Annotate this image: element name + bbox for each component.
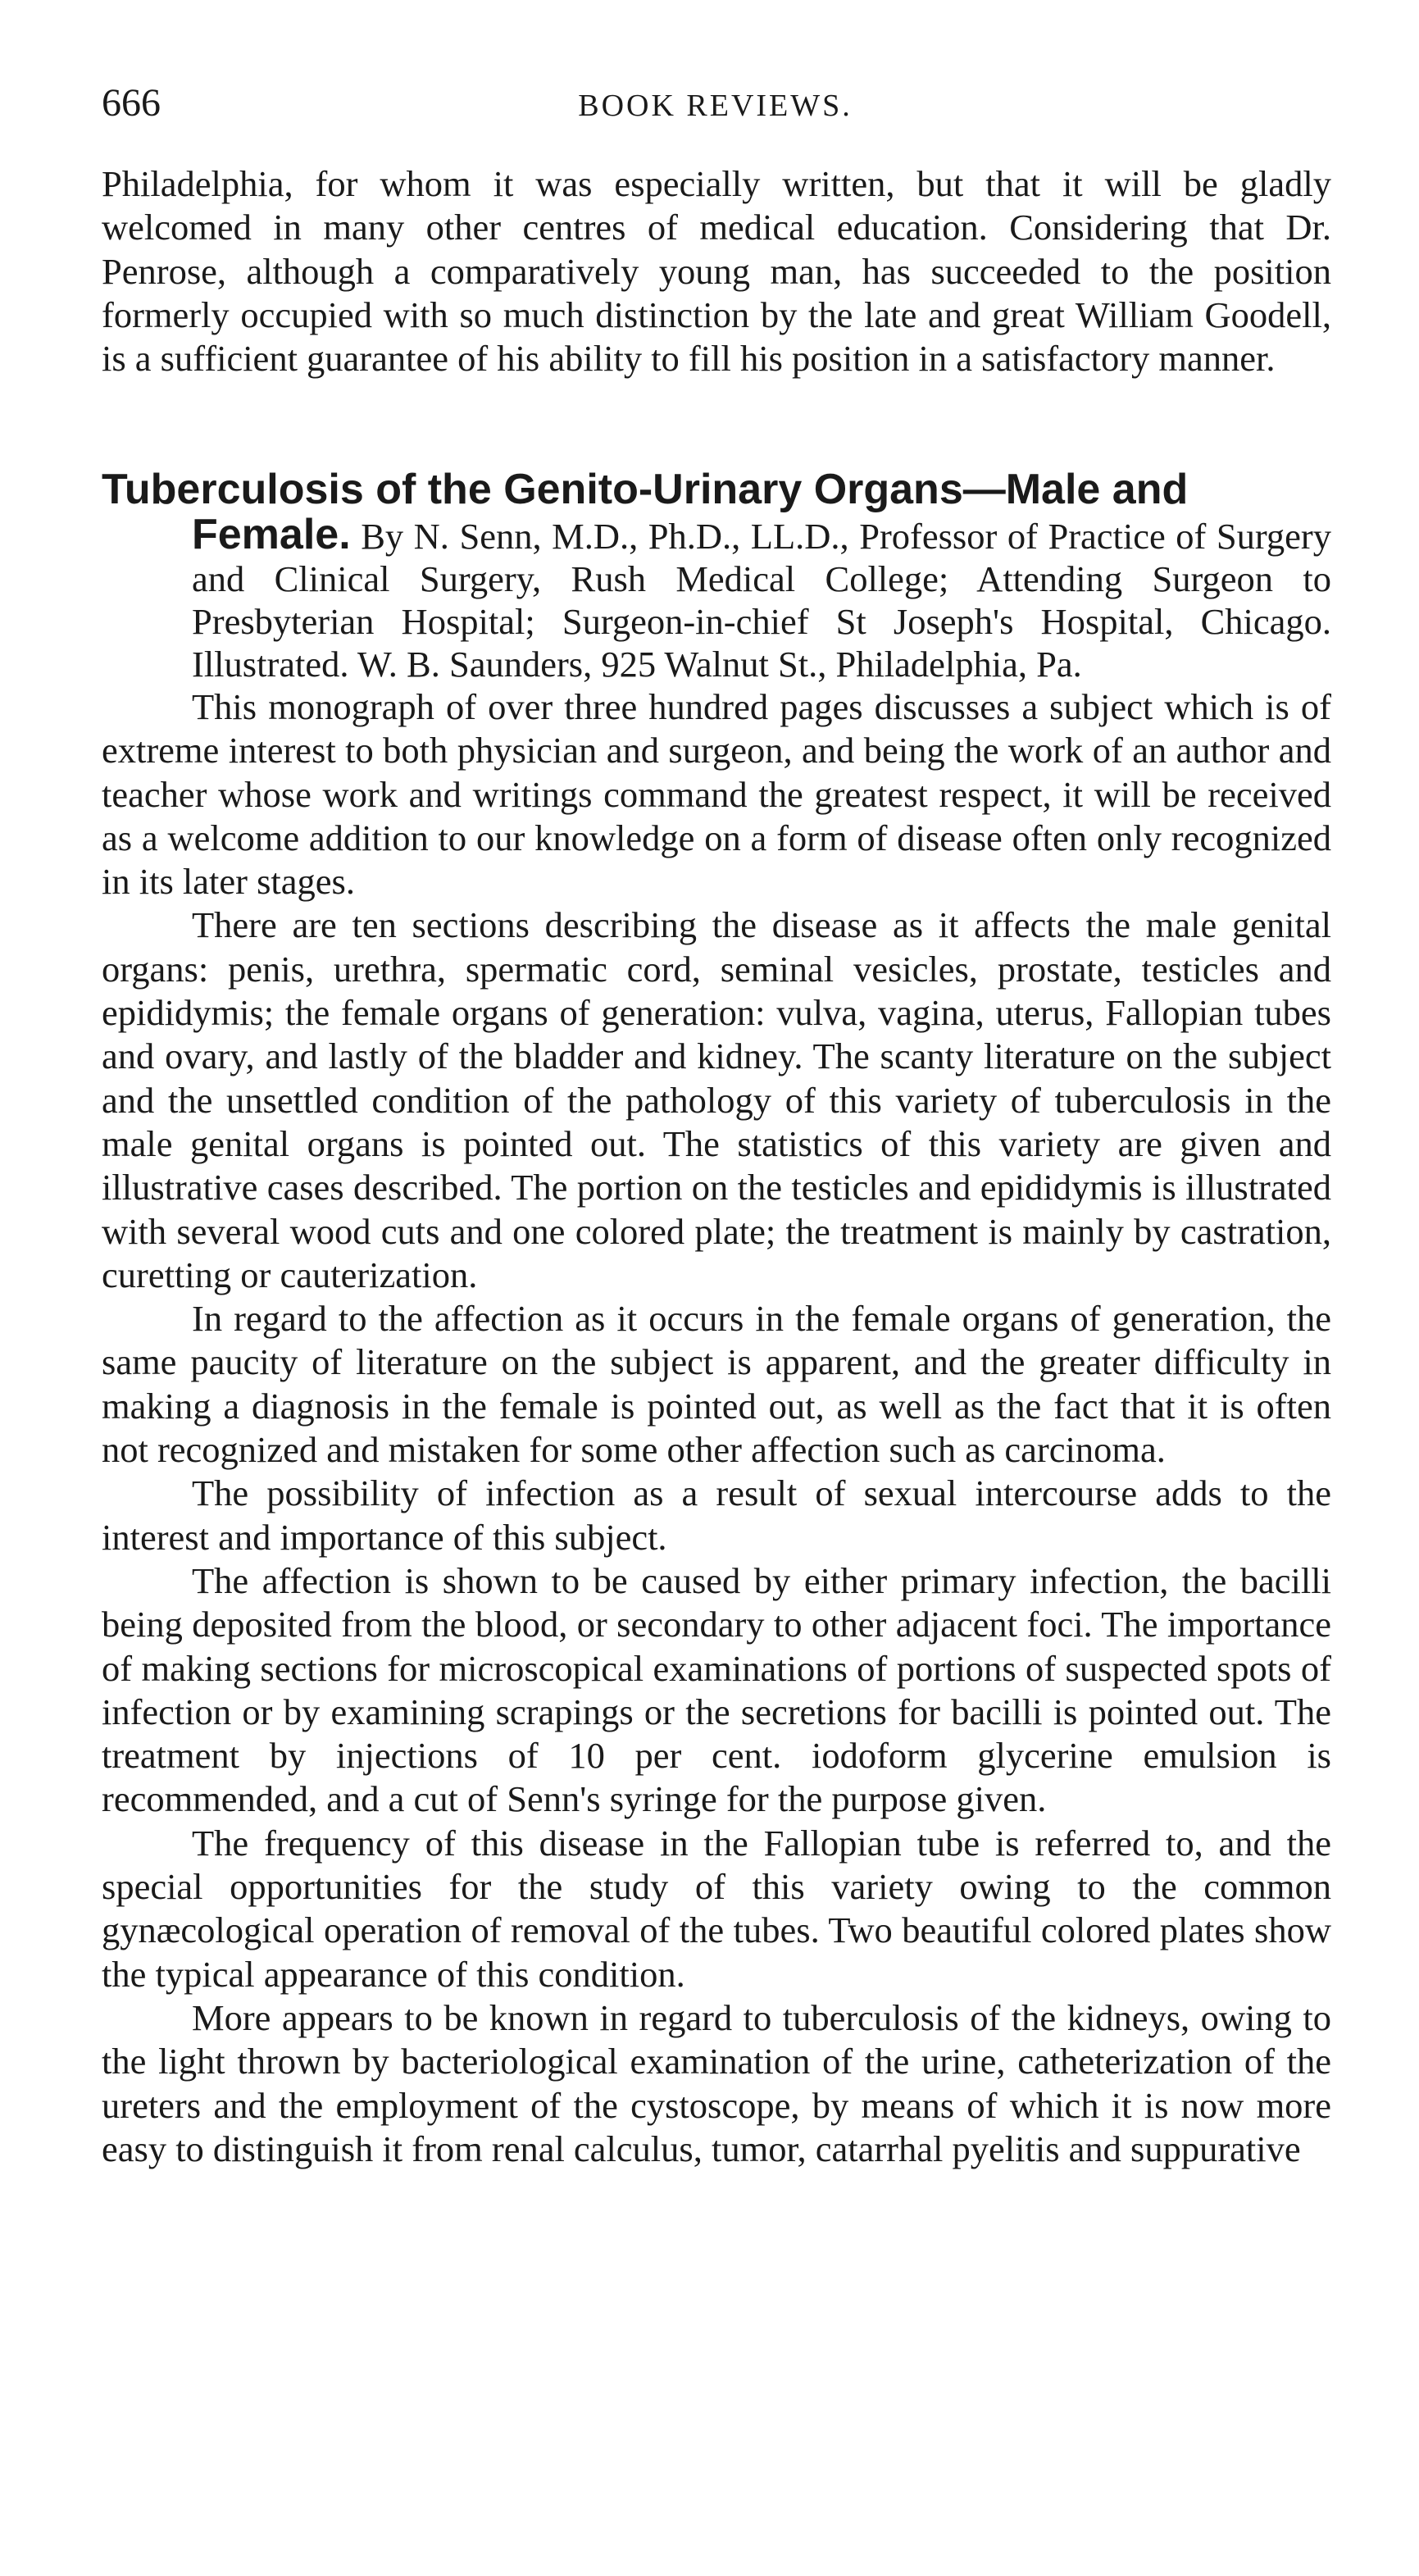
review-title-line1: Tuberculosis of the Genito-Urinary Organs—Male and [102, 466, 1189, 513]
review-citation [102, 513, 1331, 685]
review-paragraph-3: In regard to the affection as it occurs in the female organs of generation, the same paucity of literature on the subject is apparent, and the greater difficulty in making a diagnosis in the female is pointed out, as well as the fact that it is often not recognized and mistaken for some other affection such as carcinoma. [102, 1298, 1331, 1471]
running-head [102, 79, 1329, 136]
review-paragraph-2: There are ten sections describing the disease as it affects the male genital organs: penis, urethra, spermatic cord, seminal vesicles, prostate, testicles and epididymis; the female organs of generation: vulva, vagina, uterus, Fallopian tubes and ovary, and lastly of the bladder and kidney. The scanty literature on the subject and the unsettled condition of the pathology of this variety of tuberculosis in the male genital organs is pointed out. The statistics of this variety are given and illustrative cases described. The portion on the testicles and epididymis is illustrated with several wood cuts and one colored plate; the treatment is mainly by castration, curetting or cauterization. [102, 904, 1331, 1295]
review-paragraph-6: The frequency of this disease in the Fallopian tube is referred to, and the special opportunities for the study of this variety owing to the common gynæcological operation of removal of the tubes. Two beautiful colored plates show the typical appearance of this condition. [102, 1822, 1331, 1995]
page-number: 666 [102, 81, 161, 125]
intro-section [102, 162, 1331, 380]
review-paragraph-5: The affection is shown to be caused by either primary infection, the bacilli being deposited from the blood, or secondary to other adjacent foci. The importance of making sections for microscopical examinations of portions of suspected spots of infection or by examining scrapings or the secretions for bacilli is pointed out. The treatment by injections of 10 per cent. iodoform glycerine emulsion is recommended, and a cut of Senn's syringe for the purpose given. [102, 1559, 1331, 1820]
review-paragraph-4: The possibility of infection as a result of sexual intercourse adds to the interest and importance of this subject. [102, 1472, 1331, 1558]
intro-paragraph: Philadelphia, for whom it was especially written, but that it will be gladly welcomed in many other centres of medical education. Considering that Dr. Penrose, although a comparatively young man, has succeeded to the position formerly occupied with so much distinction by the late and great William Goodell, is a sufficient guarantee of his ability to fill his position in a satisfactory manner. [102, 163, 1331, 380]
citation-text: By N. Senn, M.D., Ph.D., LL.D., Professor of Practice of Surgery and Clinical Surgery, Rush Medical College; Attending Surgeon to Presbyterian Hospital; Surgeon-in-chief St Joseph's Hospital, Chicago. Illustrated. W. B. Saunders, 925 Walnut St., Philadelphia, Pa. [192, 516, 1331, 685]
review-title-line2: Female. [192, 511, 351, 558]
running-title: BOOK REVIEWS. [578, 89, 853, 123]
review-section [102, 466, 1331, 2171]
review-paragraph-1: This monograph of over three hundred pages discusses a subject which is of extreme interest to both physician and surgeon, and being the work of an author and teacher whose work and writings command the greatest respect, it will be received as a welcome addition to our knowledge on a form of disease often only recognized in its later stages. [102, 686, 1331, 903]
review-title [102, 466, 1331, 513]
review-paragraph-7: More appears to be known in regard to tuberculosis of the kidneys, owing to the light thrown by bacteriological examination of the urine, catheterization of the ureters and the employment of the cystoscope, by means of which it is now more easy to distinguish it from renal calculus, tumor, catarrhal pyelitis and suppurative [102, 1996, 1331, 2169]
